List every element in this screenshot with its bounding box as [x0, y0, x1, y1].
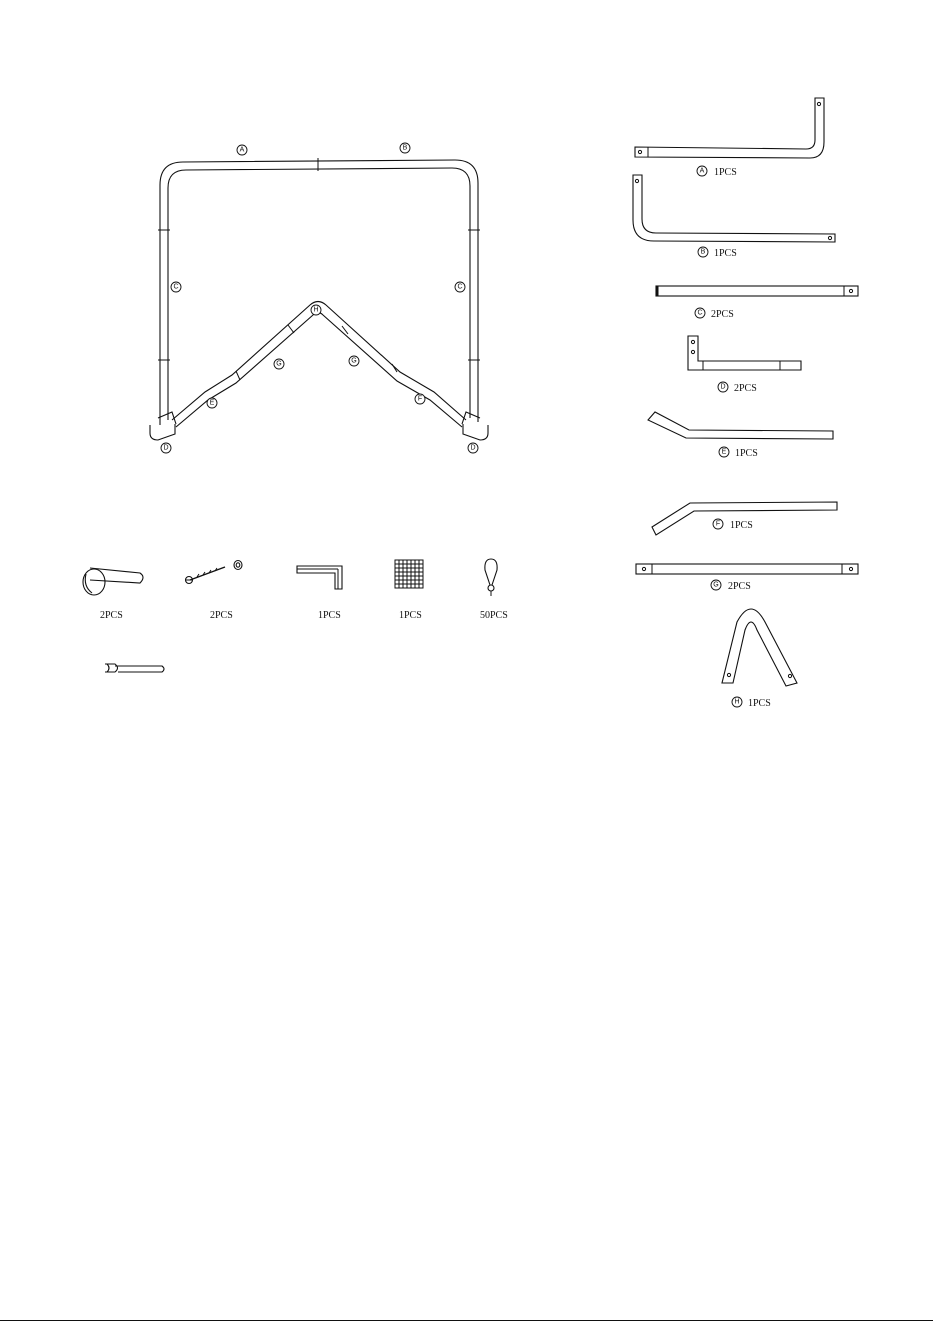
svg-text:A: A	[699, 167, 705, 175]
svg-text:F: F	[417, 395, 423, 403]
assembled-frame	[150, 143, 488, 453]
svg-text:D: D	[720, 383, 726, 391]
svg-text:D: D	[470, 444, 476, 452]
svg-text:D: D	[163, 444, 169, 452]
svg-text:F: F	[715, 520, 721, 528]
svg-text:B: B	[402, 144, 408, 152]
wrench-icon	[105, 664, 164, 672]
part-H-label	[732, 697, 742, 707]
part-C-qty: 2PCS	[711, 309, 734, 320]
hardware-qty-2: 2PCS	[210, 610, 233, 621]
part-B	[633, 175, 835, 259]
hardware-qty-3: 1PCS	[318, 610, 341, 621]
label-E-assembled	[207, 398, 217, 408]
part-D-qty: 2PCS	[734, 383, 757, 394]
label-A-assembled	[237, 145, 247, 155]
svg-text:E: E	[209, 399, 215, 407]
svg-text:G: G	[713, 581, 719, 589]
svg-text:B: B	[700, 248, 706, 256]
part-E-qty: 1PCS	[735, 448, 758, 459]
net-icon	[395, 560, 423, 588]
part-F	[652, 502, 837, 535]
svg-text:A: A	[239, 146, 245, 154]
part-C-label	[695, 308, 705, 318]
part-A-label	[697, 166, 707, 176]
part-G-label	[711, 580, 721, 590]
label-C-right-assembled	[455, 282, 465, 292]
allen-key-icon	[297, 566, 342, 589]
svg-text:G: G	[276, 360, 282, 368]
part-H-qty: 1PCS	[748, 698, 771, 709]
part-C	[656, 286, 858, 320]
label-G-right-assembled	[349, 356, 359, 366]
bolt-nut-icon	[186, 561, 243, 584]
svg-text:C: C	[173, 283, 179, 291]
part-A	[635, 98, 824, 178]
part-D-label	[718, 382, 728, 392]
svg-text:C: C	[697, 309, 703, 317]
part-H	[722, 609, 797, 709]
part-D	[688, 336, 801, 394]
label-F-assembled	[415, 394, 425, 404]
part-B-label	[698, 247, 708, 257]
ground-stake-icon	[83, 568, 143, 595]
part-B-qty: 1PCS	[714, 248, 737, 259]
bungee-loop-icon	[485, 559, 497, 596]
svg-text:E: E	[721, 448, 727, 456]
part-E	[648, 412, 833, 459]
label-B-assembled	[400, 143, 410, 153]
label-H-assembled	[311, 305, 321, 315]
part-G	[636, 564, 858, 592]
svg-text:H: H	[734, 698, 740, 706]
part-F-label	[713, 519, 723, 529]
hardware-qty-1: 2PCS	[100, 610, 123, 621]
label-D-right-assembled	[468, 443, 478, 453]
svg-text:G: G	[351, 357, 357, 365]
label-G-left-assembled	[274, 359, 284, 369]
svg-text:H: H	[313, 306, 319, 314]
hardware-qty-5: 50PCS	[480, 610, 508, 621]
label-D-left-assembled	[161, 443, 171, 453]
svg-text:C: C	[457, 283, 463, 291]
part-A-qty: 1PCS	[714, 167, 737, 178]
part-G-qty: 2PCS	[728, 581, 751, 592]
label-C-left-assembled	[171, 282, 181, 292]
part-E-label	[719, 447, 729, 457]
part-F-qty: 1PCS	[730, 520, 753, 531]
hardware-qty-4: 1PCS	[399, 610, 422, 621]
page-bottom-rule	[0, 1320, 933, 1321]
